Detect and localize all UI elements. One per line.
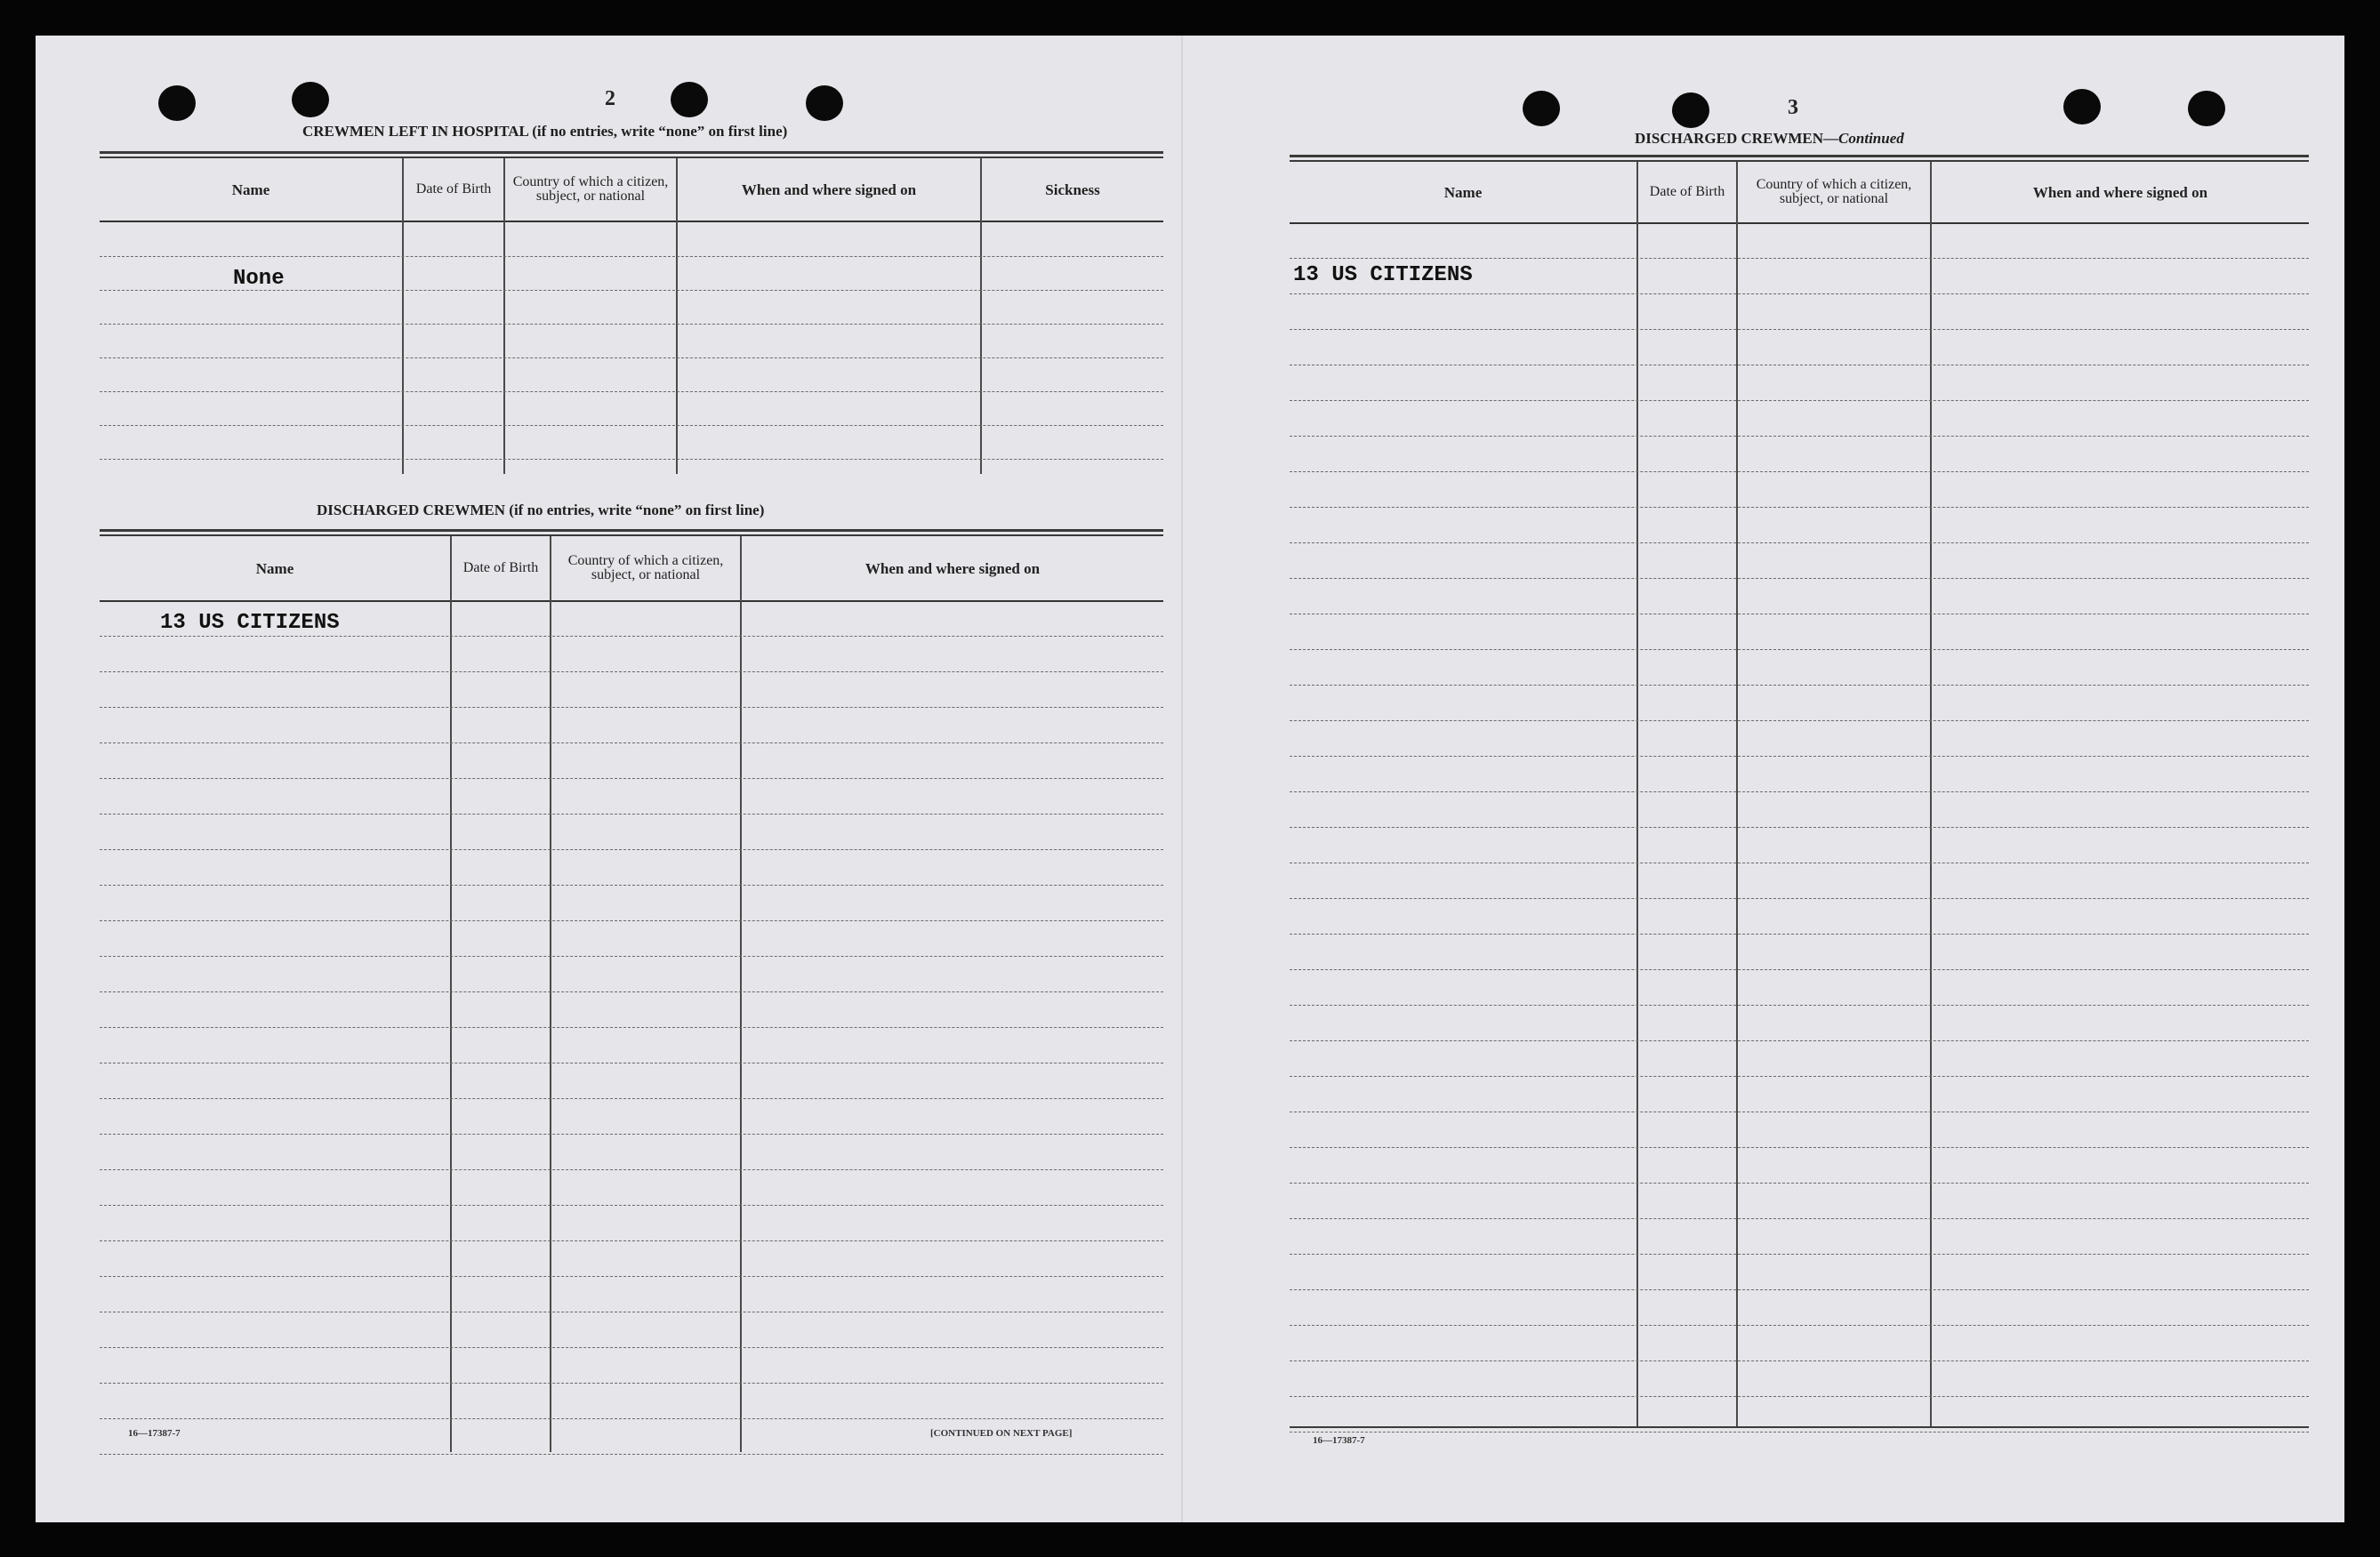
form-line xyxy=(1290,1040,2309,1041)
discharged-continued-title xyxy=(1635,130,1904,148)
form-line xyxy=(100,1418,1163,1419)
form-line xyxy=(1290,542,2309,543)
col-dob-header: Date of Birth xyxy=(415,181,492,197)
col-name-header: Name xyxy=(255,559,294,577)
punch-hole xyxy=(671,82,708,117)
form-line xyxy=(1290,1396,2309,1397)
col-country-header: Country of which a citizen, subject, or national xyxy=(1756,177,1912,206)
form-line xyxy=(1290,1289,2309,1290)
form-line xyxy=(1290,1218,2309,1219)
form-line xyxy=(1290,1325,2309,1326)
form-line xyxy=(1290,1076,2309,1077)
form-line xyxy=(1290,329,2309,330)
form-line xyxy=(100,1098,1163,1099)
column-divider xyxy=(740,536,742,1452)
col-signed-on-header: When and where signed on xyxy=(2032,183,2208,201)
form-line xyxy=(1290,1360,2309,1361)
form-line xyxy=(1290,258,2309,259)
form-line xyxy=(100,636,1163,637)
double-rule xyxy=(100,151,1163,154)
form-line xyxy=(100,991,1163,992)
column-divider xyxy=(550,536,551,1452)
form-line xyxy=(1290,685,2309,686)
form-line xyxy=(1290,756,2309,757)
form-line xyxy=(100,256,1163,257)
hospital-table xyxy=(100,158,1163,474)
discharged-title-note: (if no entries, write “none” on first line) xyxy=(509,502,765,518)
form-line xyxy=(100,357,1163,358)
double-rule xyxy=(100,529,1163,532)
punch-hole xyxy=(158,85,196,121)
discharged-table-right xyxy=(1290,162,2309,1426)
column-divider xyxy=(1930,162,1932,1426)
form-line xyxy=(100,920,1163,921)
continued-title-bold: DISCHARGED CREWMEN xyxy=(1635,130,1824,147)
punch-hole xyxy=(806,85,843,121)
form-line xyxy=(100,1276,1163,1277)
form-line xyxy=(1290,293,2309,294)
punch-hole xyxy=(2188,91,2225,126)
col-country-header: Country of which a citizen, subject, or national xyxy=(512,174,669,204)
form-line xyxy=(1290,649,2309,650)
col-dob-header: Date of Birth xyxy=(462,560,539,575)
form-line xyxy=(1290,898,2309,899)
form-line xyxy=(100,1383,1163,1384)
column-divider xyxy=(1736,162,1738,1426)
form-line xyxy=(1290,507,2309,508)
col-name-header: Name xyxy=(1443,183,1483,201)
continued-title-suffix: —Continued xyxy=(1823,130,1904,147)
punch-hole xyxy=(1523,91,1560,126)
page-2 xyxy=(36,36,1183,1522)
form-line xyxy=(100,290,1163,291)
page-3 xyxy=(1183,36,2344,1522)
hospital-title-note: (if no entries, write “none” on first line) xyxy=(532,123,788,140)
col-signed-on-header: When and where signed on xyxy=(864,559,1041,577)
table-header xyxy=(100,536,1163,602)
column-divider xyxy=(402,158,404,474)
discharged-section-title xyxy=(317,502,764,519)
page-number: 2 xyxy=(605,87,615,110)
hospital-section-title xyxy=(302,123,787,140)
form-line xyxy=(1290,969,2309,970)
discharged-table-left xyxy=(100,536,1163,1452)
form-line xyxy=(100,849,1163,850)
col-sickness-header: Sickness xyxy=(1045,181,1100,198)
form-line xyxy=(100,459,1163,460)
form-number: 16—17387-7 xyxy=(128,1428,181,1439)
column-divider xyxy=(1636,162,1638,1426)
table-header xyxy=(100,158,1163,222)
punch-hole xyxy=(1672,92,1709,128)
double-rule xyxy=(1290,155,2309,157)
column-divider xyxy=(503,158,505,474)
col-name-header: Name xyxy=(231,181,270,198)
form-line xyxy=(100,1347,1163,1348)
form-line xyxy=(1290,791,2309,792)
form-line xyxy=(1290,827,2309,828)
form-line xyxy=(1290,1147,2309,1148)
form-sheet xyxy=(36,36,2344,1522)
form-line xyxy=(100,425,1163,426)
form-line xyxy=(1290,436,2309,437)
form-line xyxy=(100,707,1163,708)
form-line xyxy=(1290,400,2309,401)
form-line xyxy=(1290,1432,2309,1433)
form-line xyxy=(1290,1254,2309,1255)
continued-note: [CONTINUED ON NEXT PAGE] xyxy=(930,1428,1073,1439)
form-line xyxy=(100,1205,1163,1206)
form-line xyxy=(100,956,1163,957)
form-line xyxy=(100,1169,1163,1170)
form-line xyxy=(100,814,1163,815)
form-line xyxy=(100,778,1163,779)
form-line xyxy=(100,1240,1163,1241)
form-line xyxy=(100,1134,1163,1135)
col-signed-on-header: When and where signed on xyxy=(741,181,917,198)
form-line xyxy=(1290,471,2309,472)
discharged-title-bold: DISCHARGED CREWMEN xyxy=(317,502,506,518)
punch-hole xyxy=(2063,89,2101,124)
form-line xyxy=(100,1027,1163,1028)
form-number: 16—17387-7 xyxy=(1313,1435,1365,1446)
form-line xyxy=(100,742,1163,743)
punch-hole xyxy=(292,82,329,117)
column-divider xyxy=(450,536,452,1452)
hospital-entry: None xyxy=(233,267,285,291)
form-line xyxy=(100,391,1163,392)
col-dob-header: Date of Birth xyxy=(1649,184,1725,199)
discharged-entry: 13 US CITIZENS xyxy=(160,611,340,635)
page-number: 3 xyxy=(1788,96,1798,119)
form-line xyxy=(100,1454,1163,1455)
form-line xyxy=(100,324,1163,325)
hospital-title-bold: CREWMEN LEFT IN HOSPITAL xyxy=(302,123,528,140)
bottom-rule xyxy=(1290,1426,2309,1428)
column-divider xyxy=(980,158,982,474)
col-country-header: Country of which a citizen, subject, or national xyxy=(567,553,724,582)
form-line xyxy=(100,885,1163,886)
form-line xyxy=(1290,1005,2309,1006)
form-line xyxy=(1290,720,2309,721)
form-line xyxy=(1290,934,2309,935)
form-line xyxy=(1290,578,2309,579)
form-line xyxy=(1290,1183,2309,1184)
form-line xyxy=(100,671,1163,672)
column-divider xyxy=(676,158,678,474)
discharged-entry: 13 US CITIZENS xyxy=(1293,263,1473,287)
table-header xyxy=(1290,162,2309,224)
